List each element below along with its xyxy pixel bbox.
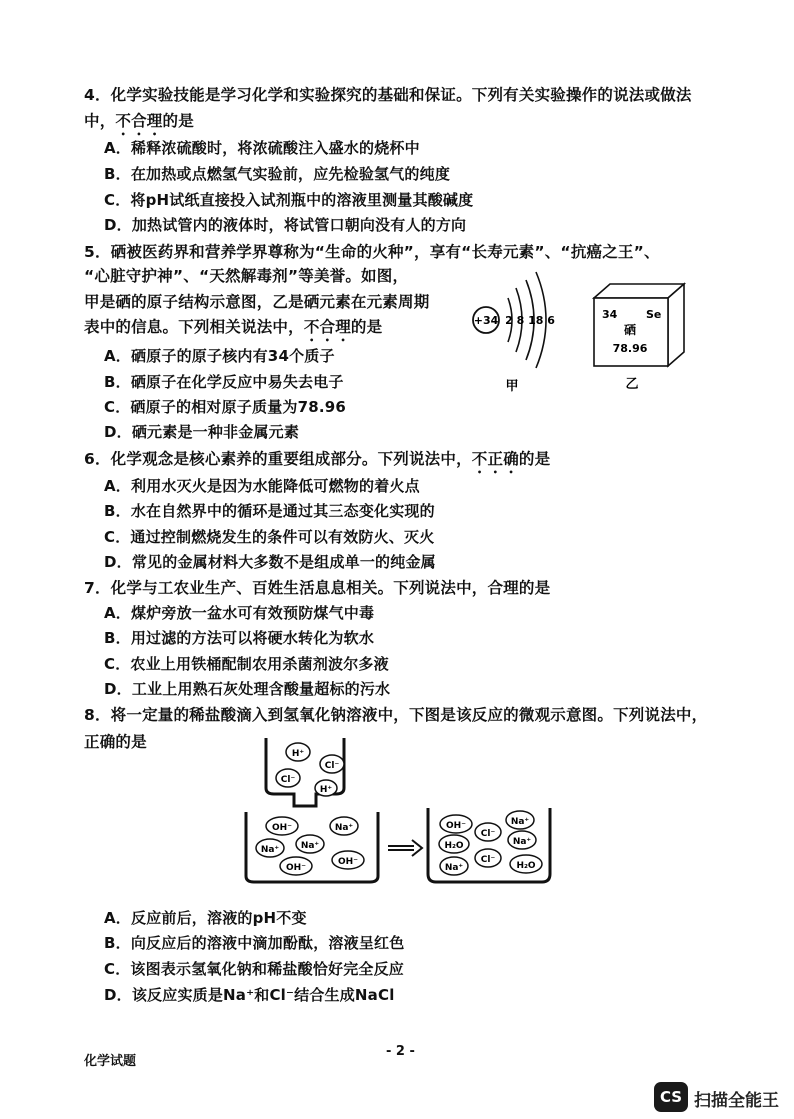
emphasis-text: 不合理 xyxy=(115,112,163,130)
q5-option-d: D．硒元素是一种非金属元素 xyxy=(104,423,300,441)
ion-na-plus: Na⁺ xyxy=(512,837,532,847)
molecule-water: H₂O xyxy=(444,841,464,851)
camscanner-logo-icon: CS xyxy=(654,1082,688,1112)
q4-stem-line1: 4．化学实验技能是学习化学和实验探究的基础和保证。下列有关实验操作的说法或做法 xyxy=(84,86,692,104)
atom-nucleus-label: +34 xyxy=(473,314,499,327)
ion-na-plus: Na⁺ xyxy=(260,845,280,855)
ion-cl-minus: Cl⁻ xyxy=(324,761,340,771)
element-atomic-number: 34 xyxy=(602,308,618,321)
q4-option-b: B．在加热或点燃氢气实验前，应先检验氢气的纯度 xyxy=(104,165,451,183)
molecule-water: H₂O xyxy=(516,861,536,871)
element-symbol: Se xyxy=(646,308,662,321)
ion-na-plus: Na⁺ xyxy=(510,817,530,827)
figure-label-yi: 乙 xyxy=(625,377,639,392)
q8-stem-line2: 正确的是 xyxy=(84,733,147,751)
selenium-atom-diagram xyxy=(468,268,568,392)
q4-option-a: A．稀释浓硫酸时，将浓硫酸注入盛水的烧杯中 xyxy=(104,139,420,157)
ion-oh-minus: OH⁻ xyxy=(446,821,466,831)
q6-option-a: A．利用水灭火是因为水能降低可燃物的着火点 xyxy=(104,477,420,495)
q8-option-a: A．反应前后，溶液的pH不变 xyxy=(104,909,307,927)
emphasis-text: 不合理 xyxy=(303,318,351,336)
q6-stem: 6．化学观念是核心素养的重要组成部分。下列说法中，不正确的是 xyxy=(84,450,551,468)
q7-option-a: A．煤炉旁放一盆水可有效预防煤气中毒 xyxy=(104,604,375,622)
ion-na-plus: Na⁺ xyxy=(300,841,320,851)
ion-cl-minus: Cl⁻ xyxy=(480,829,496,839)
q4-option-c: C．将pH试纸直接投入试剂瓶中的溶液里测量其酸碱度 xyxy=(104,191,474,209)
q7-option-d: D．工业上用熟石灰处理含酸量超标的污水 xyxy=(104,680,391,698)
ion-na-plus: Na⁺ xyxy=(444,863,464,873)
q5-stem-line4: 表中的信息。下列相关说法中，不合理的是 xyxy=(84,318,383,336)
q6-option-d: D．常见的金属材料大多数不是组成单一的纯金属 xyxy=(104,553,436,571)
q5-stem-line1: 5．硒被医药界和营养学界尊称为“生命的火种”，享有“长寿元素”、“抗癌之王”、 xyxy=(84,243,660,261)
q4-stem-line2: 中，不合理的是 xyxy=(84,112,194,130)
q8-option-d: D．该反应实质是Na⁺和Cl⁻结合生成NaCl xyxy=(104,986,395,1004)
ion-cl-minus: Cl⁻ xyxy=(480,855,496,865)
q5-stem-line3: 甲是硒的原子结构示意图，乙是硒元素在元素周期 xyxy=(84,293,430,311)
emphasis-text: 不正确 xyxy=(471,450,519,468)
element-name: 硒 xyxy=(623,323,637,337)
ion-h-plus: H⁺ xyxy=(291,749,305,759)
scanner-watermark-text: 扫描全能王 xyxy=(694,1091,779,1111)
q7-stem: 7．化学与工农业生产、百姓生活息息相关。下列说法中，合理的是 xyxy=(84,579,551,597)
q4-option-d: D．加热试管内的液体时，将试管口朝向没有人的方向 xyxy=(104,216,467,234)
q7-option-c: C．农业上用铁桶配制农用杀菌剂波尔多液 xyxy=(104,655,389,673)
reaction-micro-diagram xyxy=(236,736,556,888)
ion-na-plus: Na⁺ xyxy=(334,823,354,833)
selenium-element-cell xyxy=(590,282,690,392)
q8-stem-line1: 8．将一定量的稀盐酸滴入到氢氧化钠溶液中，下图是该反应的微观示意图。下列说法中， xyxy=(84,706,708,724)
ion-oh-minus: OH⁻ xyxy=(338,857,358,867)
q7-option-b: B．用过滤的方法可以将硬水转化为软水 xyxy=(104,629,375,647)
ion-cl-minus: Cl⁻ xyxy=(280,775,296,785)
q8-option-b: B．向反应后的溶液中滴加酚酞，溶液呈红色 xyxy=(104,934,405,952)
footer-subject: 化学试题 xyxy=(84,1054,137,1069)
q5-option-a: A．硒原子的原子核内有34个质子 xyxy=(104,347,335,365)
q5-option-b: B．硒原子在化学反应中易失去电子 xyxy=(104,373,344,391)
ion-h-plus: H⁺ xyxy=(319,785,333,795)
ion-oh-minus: OH⁻ xyxy=(286,863,306,873)
q6-option-c: C．通过控制燃烧发生的条件可以有效防火、灭火 xyxy=(104,528,435,546)
q8-option-c: C．该图表示氢氧化钠和稀盐酸恰好完全反应 xyxy=(104,960,405,978)
q6-option-b: B．水在自然界中的循环是通过其三态变化实现的 xyxy=(104,502,435,520)
ion-oh-minus: OH⁻ xyxy=(272,823,292,833)
atom-shells-label: 2 8 18 6 xyxy=(505,314,555,327)
q5-option-c: C．硒原子的相对原子质量为78.96 xyxy=(104,398,347,416)
footer-page-number: - 2 - xyxy=(386,1044,415,1059)
figure-label-jia: 甲 xyxy=(505,379,519,392)
q5-stem-line2: “心脏守护神”、“天然解毒剂”等美誉。如图， xyxy=(84,267,409,285)
element-mass: 78.96 xyxy=(612,342,648,355)
